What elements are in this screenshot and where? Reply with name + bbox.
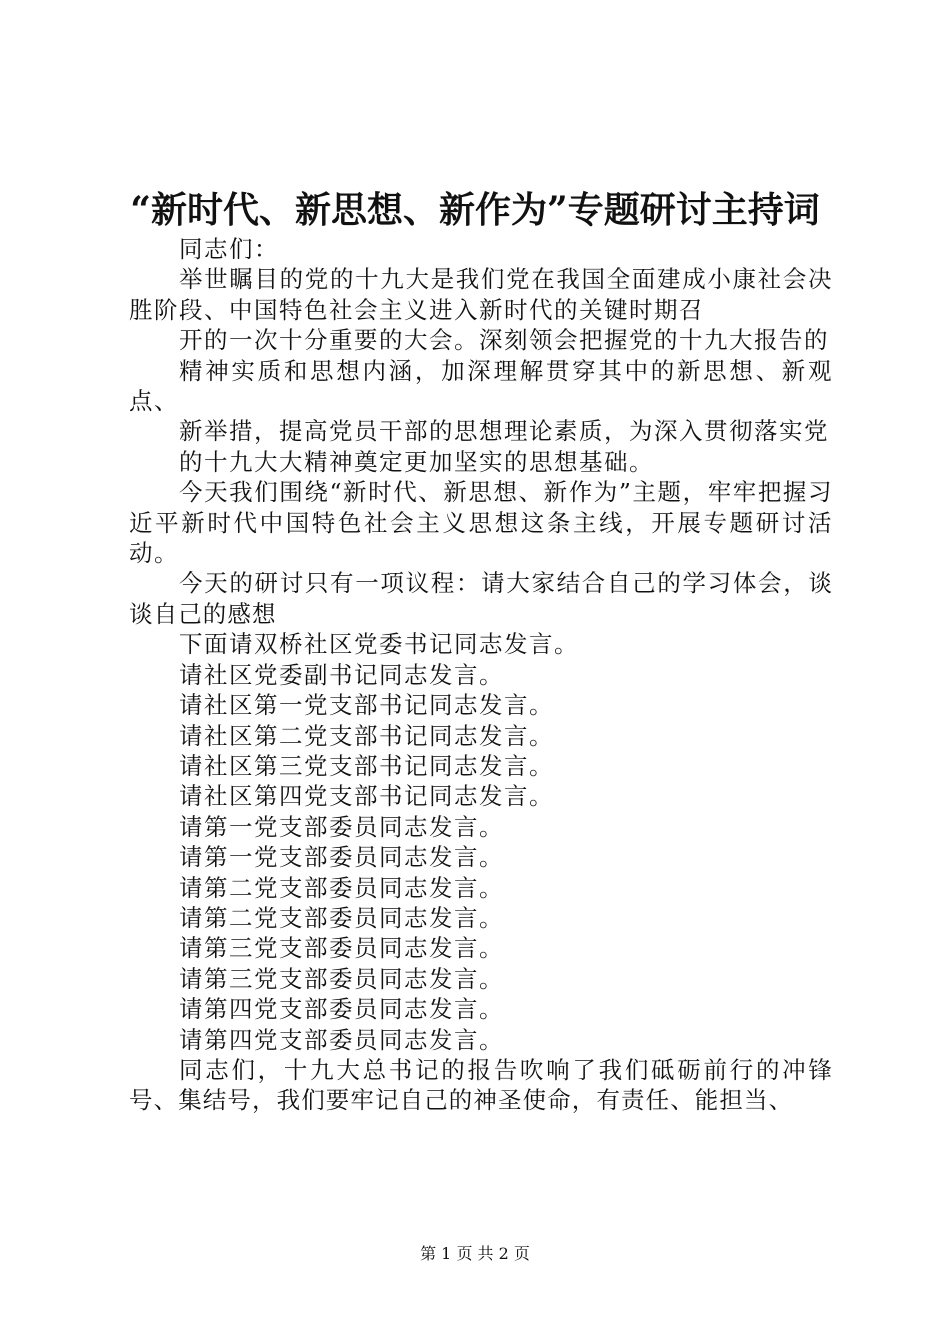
paragraph: 请社区第二党支部书记同志发言。 [179, 721, 554, 750]
paragraph: 请社区党委副书记同志发言。 [179, 660, 504, 689]
page-number-footer: 第 1 页 共 2 页 [420, 1244, 530, 1263]
paragraph: 请第一党支部委员同志发言。 [179, 812, 504, 841]
paragraph: 下面请双桥社区党委书记同志发言。 [179, 630, 579, 659]
paragraph: 的十九大大精神奠定更加坚实的思想基础。 [179, 447, 654, 476]
paragraph: 请社区第一党支部书记同志发言。 [179, 691, 554, 720]
paragraph: 请第四党支部委员同志发言。 [179, 995, 504, 1024]
paragraph: 今天的研讨只有一项议程：请大家结合自己的学习体会，谈谈自己的感想 [129, 569, 833, 628]
paragraph: 请第四党支部委员同志发言。 [179, 1025, 504, 1054]
paragraph: 请第二党支部委员同志发言。 [179, 903, 504, 932]
paragraph: 同志们： [179, 235, 279, 263]
paragraph: 精神实质和思想内涵，加深理解贯穿其中的新思想、新观点、 [129, 356, 833, 416]
paragraph: 举世瞩目的党的十九大是我们党在我国全面建成小康社会决胜阶段、中国特色社会主义进入新时代的关键时期召 [129, 265, 833, 324]
document-title: “新时代、新思想、新作为”专题研讨主持词 [130, 189, 820, 231]
paragraph: 请第一党支部委员同志发言。 [179, 843, 504, 872]
document-body [129, 234, 833, 1116]
paragraph: 请第三党支部委员同志发言。 [179, 964, 504, 993]
paragraph: 请社区第四党支部书记同志发言。 [179, 782, 554, 811]
paragraph: 请第三党支部委员同志发言。 [179, 934, 504, 963]
paragraph: 开的一次十分重要的大会。深刻领会把握党的十九大报告的 [179, 326, 829, 355]
paragraph: 今天我们围绕“新时代、新思想、新作为”主题，牢牢把握习近平新时代中国特色社会主义思想这条主线，开展专题研讨活动。 [129, 478, 833, 568]
paragraph: 新举措，提高党员干部的思想理论素质，为深入贯彻落实党 [179, 417, 829, 446]
paragraph: 同志们，十九大总书记的报告吹响了我们砥砺前行的冲锋号、集结号，我们要牢记自己的神圣使命，有责任、能担当、 [129, 1055, 833, 1115]
paragraph: 请社区第三党支部书记同志发言。 [179, 751, 554, 780]
paragraph: 请第二党支部委员同志发言。 [179, 873, 504, 902]
